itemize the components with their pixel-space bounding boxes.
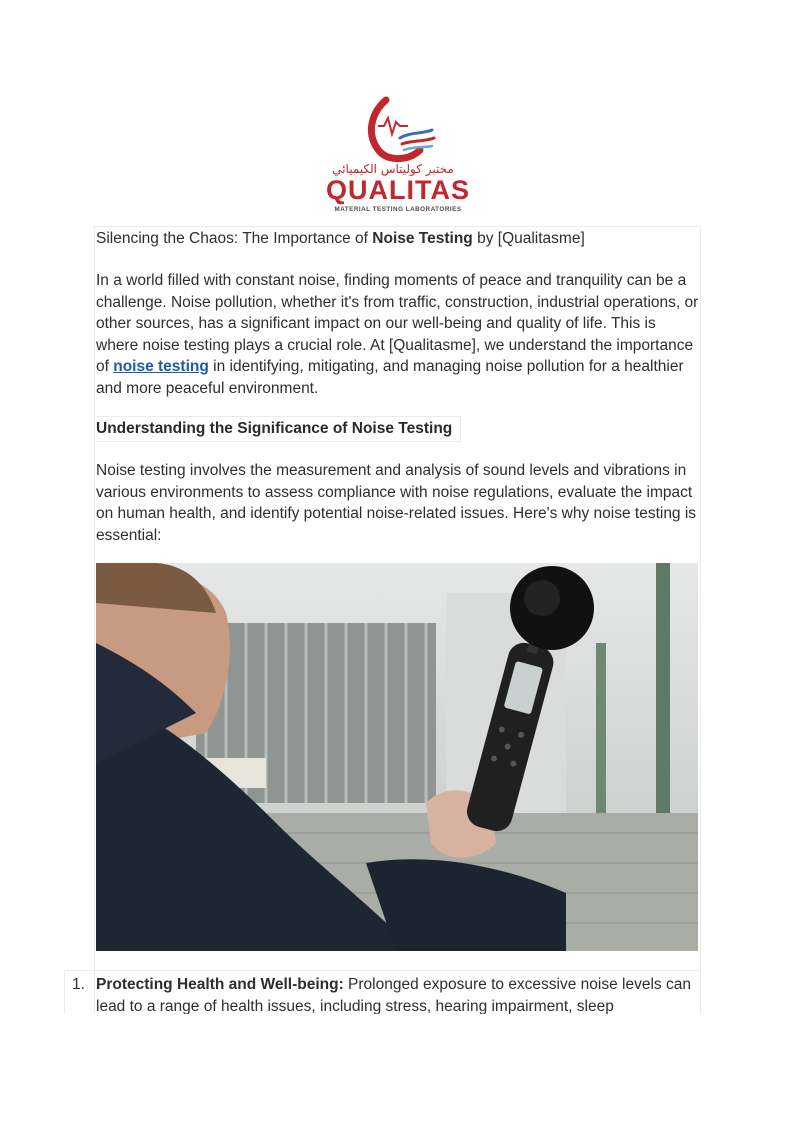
- qualitas-logo: [318, 96, 478, 218]
- noise-testing-link[interactable]: noise testing: [113, 358, 209, 375]
- logo-wordmark: QUALITAS: [326, 175, 470, 205]
- logo-arabic-text: مختبر كوليتاس الكيميائي: [332, 162, 454, 176]
- section-paragraph: Noise testing involves the measurement and analysis of sound levels and vibrations in various environments to assess compliance with noise regulations, evaluate the impact on human health, and identify potential noise-related issues. Here's why noise testing is essential:: [96, 462, 697, 544]
- logo-tagline: MATERIAL TESTING LABORATORIES: [334, 206, 462, 213]
- article-title: Silencing the Chaos: The Importance of Noise Testing by [Qualitasme]: [96, 230, 585, 247]
- intro-paragraph: In a world filled with constant noise, finding moments of peace and tranquility can be a challenge. Noise pollution, whether it's from traffic, construction, industrial operations, or other sources, has a significant impact on our well-being and quality of life. This is where noise testing plays a crucial role. At [Qualitasme], we understand the importance of noise testing in identifying, mitigating, and managing noise pollution for a healthier and more peaceful environment.: [96, 272, 699, 397]
- list-item: Protecting Health and Well-being: Prolonged exposure to excessive noise levels can lead to a range of health issues, including stress, hearing impairment, sleep: [96, 976, 691, 1015]
- sound-level-meter-photo: [96, 563, 698, 951]
- list-number: 1.: [72, 976, 85, 993]
- logo-emblem-icon: [318, 96, 478, 168]
- page-bottom-margin: [0, 1014, 794, 1123]
- section-heading: Understanding the Significance of Noise Testing: [96, 420, 453, 437]
